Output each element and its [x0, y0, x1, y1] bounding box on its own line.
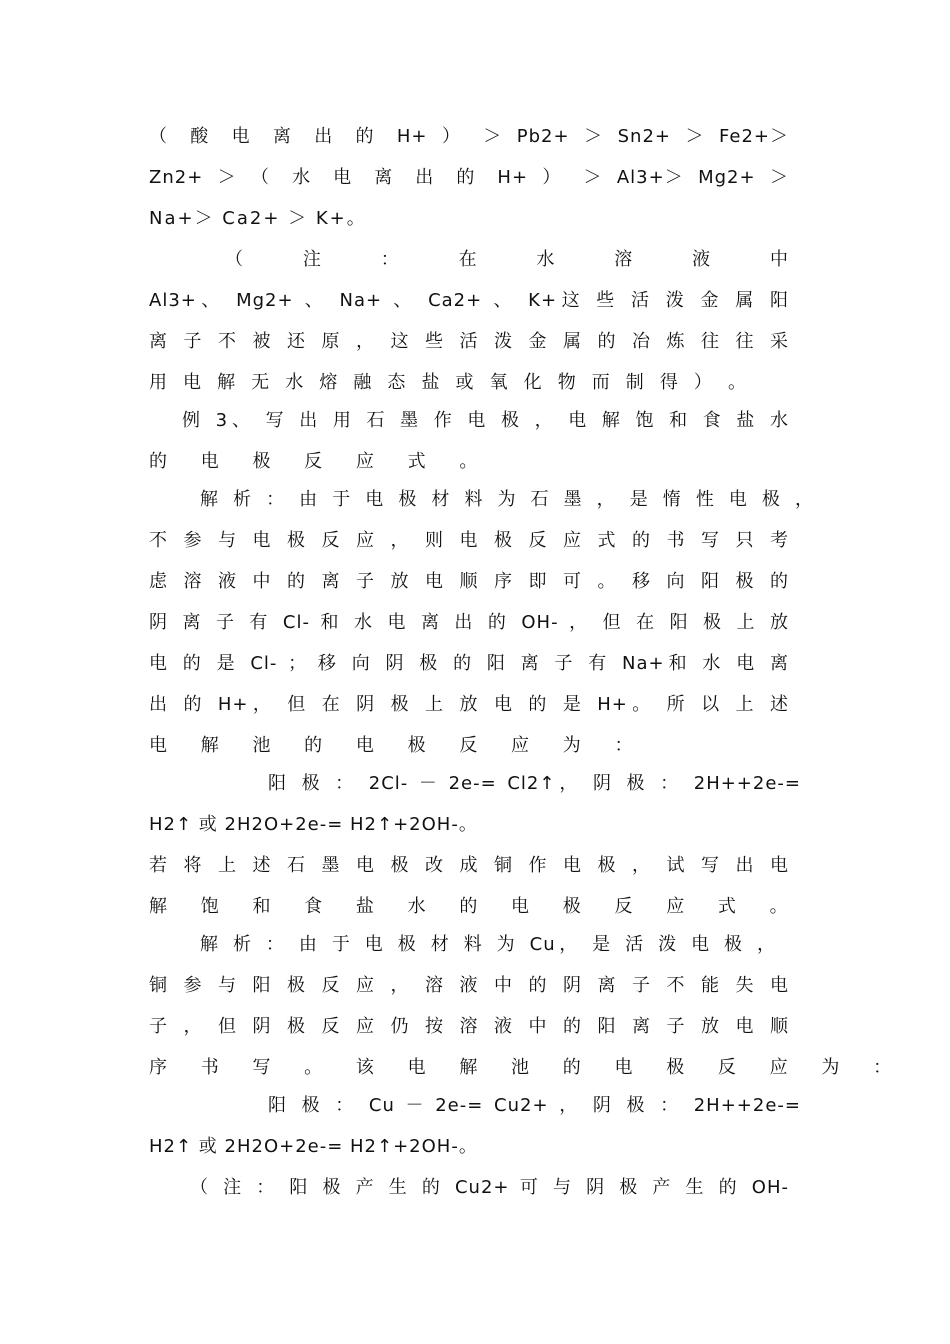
text-line: Zn2+ ＞ （ 水 电 离 出 的 H+ ） ＞ Al3+＞ Mg2+ ＞ [149, 167, 789, 188]
text-line: 子 ， 但 阴 极 反 应 仍 按 溶 液 中 的 阳 离 子 放 电 顺 [149, 1016, 789, 1037]
text-line: H2↑ 或 2H2O+2e-= H2↑+2OH-。 [149, 814, 478, 835]
text-line: 例 3、 写 出 用 石 墨 作 电 极 ， 电 解 饱 和 食 盐 水 [182, 410, 790, 431]
text-line: 不 参 与 电 极 反 应 ， 则 电 极 反 应 式 的 书 写 只 考 [149, 530, 789, 551]
text-line: 阴 离 子 有 Cl- 和 水 电 离 出 的 OH- ， 但 在 阳 极 上 放 [149, 612, 789, 633]
text-line: 解 饱 和 食 盐 水 的 电 极 反 应 式 。 [149, 896, 802, 917]
text-line: 虑 溶 液 中 的 离 子 放 电 顺 序 即 可 。 移 向 阳 极 的 [149, 571, 789, 592]
text-line: 阳 极 ： 2Cl- － 2e-= Cl2↑， 阴 极 ： 2H++2e-= [268, 773, 801, 794]
text-line: 解 析 ： 由 于 电 极 材 料 为 石 墨 ， 是 惰 性 电 极 ， [200, 489, 814, 510]
text-line: 的 电 极 反 应 式 。 [149, 451, 492, 472]
text-line: 离 子 不 被 还 原 ， 这 些 活 泼 金 属 的 冶 炼 往 往 采 [149, 331, 789, 352]
text-line: 铜 参 与 阳 极 反 应 ， 溶 液 中 的 阴 离 子 不 能 失 电 [149, 975, 789, 996]
text-line: 电 的 是 Cl- ； 移 向 阴 极 的 阳 离 子 有 Na+和 水 电 离 [149, 653, 789, 674]
text-line: （ 注 ： 在 水 溶 液 中 [225, 249, 789, 270]
text-line: Na+＞ Ca2+ ＞ K+。 [149, 208, 367, 229]
text-line: 电 解 池 的 电 极 反 应 为 ： [149, 735, 647, 756]
text-line: H2↑ 或 2H2O+2e-= H2↑+2OH-。 [149, 1136, 478, 1157]
text-line: 序 书 写 。 该 电 解 池 的 电 极 反 应 为 ： [149, 1057, 906, 1078]
text-line: 阳 极 ： Cu － 2e-= Cu2+ ， 阴 极 ： 2H++2e-= [268, 1095, 801, 1116]
text-line: （ 酸 电 离 出 的 H+ ） ＞ Pb2+ ＞ Sn2+ ＞ Fe2+＞ [149, 126, 789, 147]
text-line: 用 电 解 无 水 熔 融 态 盐 或 氧 化 物 而 制 得 ） 。 [149, 372, 747, 393]
text-line: （ 注 ： 阳 极 产 生 的 Cu2+ 可 与 阴 极 产 生 的 OH- [190, 1177, 789, 1198]
text-line: Al3+、 Mg2+ 、 Na+ 、 Ca2+ 、 K+这 些 活 泼 金 属 阳 [149, 290, 789, 311]
text-line: 解 析 ： 由 于 电 极 材 料 为 Cu， 是 活 泼 电 极 ， [200, 934, 776, 955]
text-line: 出 的 H+， 但 在 阴 极 上 放 电 的 是 H+。 所 以 上 述 [149, 694, 789, 715]
text-line: 若 将 上 述 石 墨 电 极 改 成 铜 作 电 极 ， 试 写 出 电 [149, 855, 789, 876]
